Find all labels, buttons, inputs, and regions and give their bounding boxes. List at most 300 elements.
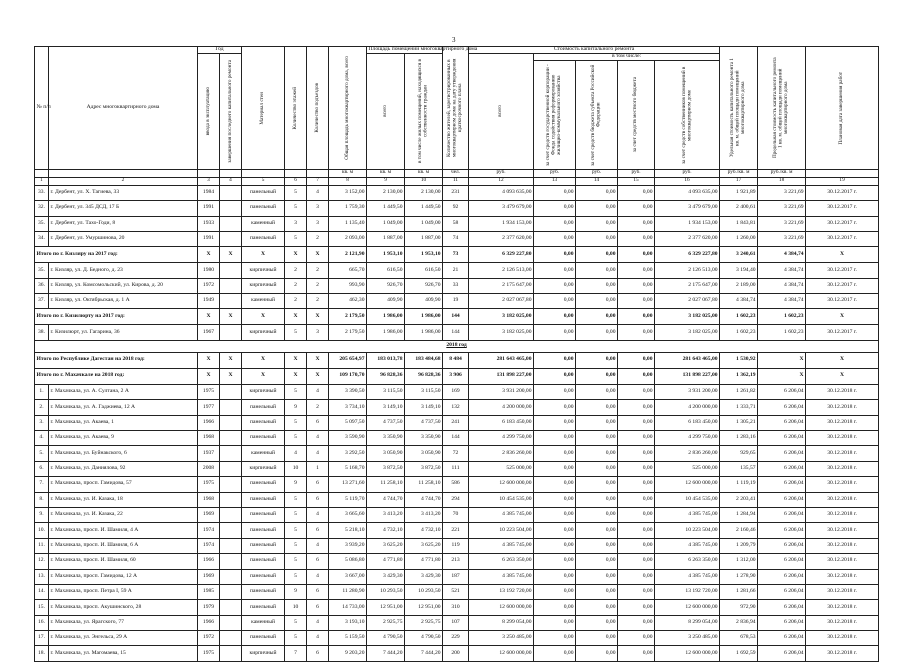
table-row <box>35 325 879 340</box>
table-cell: 1972 <box>198 278 220 293</box>
table-cell: 3 590,90 <box>329 431 367 446</box>
header-year-group: Год <box>198 47 242 54</box>
table-cell: 1 049,00 <box>367 216 405 231</box>
table-cell: 4 732,10 <box>405 523 443 538</box>
table-cell: 0,00 <box>576 216 618 231</box>
unit-cell <box>220 169 242 177</box>
table-cell: 1966 <box>198 554 220 569</box>
table-cell: 6 206,04 <box>758 523 806 538</box>
table-cell: 32. <box>35 201 49 216</box>
table-cell: каменный <box>242 294 285 309</box>
unit-cell: руб. <box>655 169 720 177</box>
table-cell: 0,00 <box>534 523 576 538</box>
table-cell: 21 <box>443 263 469 278</box>
table-cell: 30.12.2017 г. <box>806 231 879 246</box>
table-cell: 2 <box>307 278 329 293</box>
table-cell: 4 771,80 <box>405 554 443 569</box>
table-cell: 12 600 000,00 <box>655 600 720 615</box>
table-cell: 1 602,23 <box>720 325 758 340</box>
total-cell: X <box>285 368 307 384</box>
table-cell: 30.12.2017 г. <box>806 201 879 216</box>
table-cell: 0,00 <box>618 538 655 553</box>
table-cell: 5 <box>285 569 307 584</box>
table-cell: 1979 <box>198 600 220 615</box>
column-number-cell: 5 <box>242 177 285 185</box>
unit-cell <box>35 169 49 177</box>
table-cell: 2 925,75 <box>367 615 405 630</box>
table-cell: 11 258,10 <box>405 477 443 492</box>
column-number-cell: 18 <box>758 177 806 185</box>
total-cell: 0,00 <box>576 247 618 263</box>
table-cell: 5 <box>285 538 307 553</box>
table-cell: 2 <box>307 263 329 278</box>
table-cell: 3. <box>35 415 49 430</box>
table-cell: 6 <box>307 492 329 507</box>
table-cell: 1980 <box>198 263 220 278</box>
table-cell: 3 479 679,00 <box>655 201 720 216</box>
table-cell: 0,00 <box>534 185 576 200</box>
table-row <box>35 600 879 615</box>
header-premises-total: всего <box>367 53 405 169</box>
table-cell: 3 479 679,00 <box>469 201 534 216</box>
table-cell: панельный <box>242 400 285 415</box>
total-cell: X <box>242 309 285 325</box>
table-cell: 0,00 <box>618 431 655 446</box>
table-cell: 0,00 <box>618 631 655 646</box>
table-cell: 2 <box>285 278 307 293</box>
total-cell: X <box>806 352 879 368</box>
table-cell: 1969 <box>198 569 220 584</box>
table-cell <box>220 201 242 216</box>
table-cell: 1 333,71 <box>720 400 758 415</box>
table-cell: 10 223 504,00 <box>655 523 720 538</box>
table-row <box>35 615 879 630</box>
table-cell: 5 <box>285 231 307 246</box>
table-cell: 0,00 <box>618 185 655 200</box>
total-cell: X <box>285 352 307 368</box>
table-cell: кирпичный <box>242 384 285 399</box>
table-cell <box>220 477 242 492</box>
table-cell: 0,00 <box>534 263 576 278</box>
table-cell: 0,00 <box>576 201 618 216</box>
column-number-cell: 13 <box>534 177 576 185</box>
table-cell: г. Махачкала, ул. А. Гаджиева, 12 А <box>49 400 198 415</box>
table-cell: 30.12.2017 г. <box>806 294 879 309</box>
table-cell <box>220 231 242 246</box>
table-cell: 0,00 <box>534 631 576 646</box>
table-cell: 926,70 <box>367 278 405 293</box>
table-cell: 0,00 <box>576 631 618 646</box>
table-cell: 5 <box>285 523 307 538</box>
table-cell: 0,00 <box>534 216 576 231</box>
table-cell: 2 093,00 <box>329 231 367 246</box>
table-cell: 8. <box>35 492 49 507</box>
table-cell: 6 <box>307 554 329 569</box>
total-cell: 144 <box>443 309 469 325</box>
table-cell: 0,00 <box>534 461 576 476</box>
total-cell: 8 484 <box>443 352 469 368</box>
table-cell: 30.12.2018 г. <box>806 461 879 476</box>
total-cell: X <box>307 352 329 368</box>
table-cell: 0,00 <box>534 569 576 584</box>
total-cell: X <box>307 309 329 325</box>
table-cell: 33 <box>443 278 469 293</box>
table-cell <box>220 325 242 340</box>
table-row <box>35 201 879 216</box>
header-floors: Количество этажей <box>285 47 307 170</box>
total-cell: 131 898 227,00 <box>469 368 534 384</box>
header-cost-fund: за счет средств государственной корпорации - Фонда содействия реформированию жилищно-коммунального хозяйства <box>534 60 576 169</box>
table-cell: 2 027 067,80 <box>655 294 720 309</box>
column-number-cell: 10 <box>405 177 443 185</box>
table-cell: 14 733,00 <box>329 600 367 615</box>
total-cell: X <box>806 309 879 325</box>
table-cell: 1969 <box>198 507 220 522</box>
table-cell: 5 159,50 <box>329 631 367 646</box>
total-cell: 96 828,36 <box>367 368 405 384</box>
total-cell: 281 643 465,00 <box>655 352 720 368</box>
table-cell: 2 836 260,00 <box>469 446 534 461</box>
total-cell: 1 986,00 <box>367 309 405 325</box>
table-cell: 0,00 <box>576 278 618 293</box>
table-cell: 0,00 <box>618 278 655 293</box>
table-cell: 4 384,74 <box>758 294 806 309</box>
table-cell: 3 221,69 <box>758 216 806 231</box>
section-header-row <box>35 340 879 352</box>
table-cell: 0,00 <box>618 216 655 231</box>
total-cell: X <box>220 309 242 325</box>
table-cell: 1 759,30 <box>329 201 367 216</box>
table-row <box>35 415 879 430</box>
table-row <box>35 185 879 200</box>
table-cell: 926,70 <box>405 278 443 293</box>
total-cell: 281 643 465,00 <box>469 352 534 368</box>
total-cell: X <box>242 352 285 368</box>
table-cell <box>220 446 242 461</box>
table-cell: 1 312,00 <box>720 554 758 569</box>
table-cell: 0,00 <box>534 477 576 492</box>
table-cell: кирпичный <box>242 646 285 661</box>
table-cell: 132 <box>443 400 469 415</box>
table-cell: 3 931 200,00 <box>655 384 720 399</box>
table-cell: 6 206,04 <box>758 415 806 430</box>
total-cell: 73 <box>443 247 469 263</box>
table-cell: 5 086,80 <box>329 554 367 569</box>
table-cell: 4 299 750,00 <box>469 431 534 446</box>
table-cell: 5 <box>285 431 307 446</box>
total-row <box>35 247 879 263</box>
table-cell: 3 413,20 <box>367 507 405 522</box>
table-cell: панельный <box>242 201 285 216</box>
header-unit-cost: Удельная стоимость капитального ремонта 1 кв. м. общей площади помещений многоквартирного дома <box>720 47 758 170</box>
table-cell: 678,53 <box>720 631 758 646</box>
table-cell: 6. <box>35 461 49 476</box>
table-cell: панельный <box>242 415 285 430</box>
total-cell: X <box>806 368 879 384</box>
table-cell: 18. <box>35 646 49 661</box>
total-cell: 1 953,10 <box>405 247 443 263</box>
total-cell: 0,00 <box>534 352 576 368</box>
table-cell: 1 281,66 <box>720 584 758 599</box>
table-cell: 10 293,50 <box>405 584 443 599</box>
table-cell: г. Махачкала, просп. Гамидова, 12 А <box>49 569 198 584</box>
table-cell: 11 280,90 <box>329 584 367 599</box>
table-cell: 4 093 635,00 <box>469 185 534 200</box>
table-cell: 1975 <box>198 646 220 661</box>
table-cell: 0,00 <box>618 554 655 569</box>
register-body <box>35 185 879 661</box>
table-cell: 3 350,90 <box>405 431 443 446</box>
table-row <box>35 492 879 507</box>
table-cell: 0,00 <box>618 400 655 415</box>
table-cell: панельный <box>242 631 285 646</box>
table-cell: 4 744,70 <box>367 492 405 507</box>
table-cell: 3 182 025,00 <box>469 325 534 340</box>
table-cell: 0,00 <box>576 231 618 246</box>
table-cell <box>220 263 242 278</box>
table-cell <box>220 294 242 309</box>
table-cell: 1 209,79 <box>720 538 758 553</box>
table-cell: 4 790,50 <box>367 631 405 646</box>
total-cell: 0,00 <box>618 352 655 368</box>
total-row <box>35 368 879 384</box>
table-cell: 3 292,50 <box>329 446 367 461</box>
total-cell: 3 240,61 <box>720 247 758 263</box>
table-cell: 0,00 <box>576 446 618 461</box>
unit-cell <box>307 169 329 177</box>
table-cell: 586 <box>443 477 469 492</box>
table-cell: каменный <box>242 615 285 630</box>
table-cell: 525 000,00 <box>469 461 534 476</box>
table-cell: 1 278,90 <box>720 569 758 584</box>
table-cell: г. Махачкала, просп. Акушинского, 28 <box>49 600 198 615</box>
table-cell: 0,00 <box>618 384 655 399</box>
table-cell: г. Махачкала, просп. И. Шамиля, 6 А <box>49 538 198 553</box>
total-cell: 6 329 227,80 <box>655 247 720 263</box>
total-cell: 1 953,10 <box>367 247 405 263</box>
table-cell: 0,00 <box>618 600 655 615</box>
table-cell: 5. <box>35 446 49 461</box>
table-cell: 6 206,04 <box>758 492 806 507</box>
table-cell: 0,00 <box>576 554 618 569</box>
table-cell: 2 400,61 <box>720 201 758 216</box>
table-cell: 0,00 <box>576 584 618 599</box>
table-cell: панельный <box>242 507 285 522</box>
table-cell: 1 260,00 <box>720 231 758 246</box>
unit-cell: руб./кв. м <box>758 169 806 177</box>
table-cell: 6 <box>307 477 329 492</box>
total-cell: X <box>307 368 329 384</box>
table-cell: 4 385 745,00 <box>655 538 720 553</box>
table-cell: г. Дербент, ул. Умуршинова, 20 <box>49 231 198 246</box>
table-cell: 1977 <box>198 400 220 415</box>
table-cell: 6 <box>307 523 329 538</box>
units-row <box>35 169 879 177</box>
table-cell: 6 206,04 <box>758 446 806 461</box>
table-cell: 30.12.2018 г. <box>806 538 879 553</box>
table-cell: каменный <box>242 216 285 231</box>
table-cell: панельный <box>242 431 285 446</box>
total-cell: X <box>758 352 806 368</box>
table-cell: 34. <box>35 231 49 246</box>
table-cell: г. Махачкала, ул. Буйнакского, 6 <box>49 446 198 461</box>
table-cell: 5 <box>285 384 307 399</box>
table-row <box>35 263 879 278</box>
table-cell: 972,90 <box>720 600 758 615</box>
table-cell: 3 221,69 <box>758 201 806 216</box>
table-cell: 144 <box>443 325 469 340</box>
table-cell: 0,00 <box>534 538 576 553</box>
table-cell: 1933 <box>198 216 220 231</box>
table-cell: 4 <box>285 446 307 461</box>
table-cell: 58 <box>443 216 469 231</box>
table-cell: панельный <box>242 584 285 599</box>
table-cell: 4 385 745,00 <box>469 507 534 522</box>
column-number-cell: 17 <box>720 177 758 185</box>
table-cell: 1937 <box>198 446 220 461</box>
table-cell: 409,90 <box>405 294 443 309</box>
table-cell: 9 203,20 <box>329 646 367 661</box>
table-cell: 0,00 <box>618 569 655 584</box>
table-cell: 0,00 <box>618 507 655 522</box>
table-cell: 5 119,70 <box>329 492 367 507</box>
table-cell: 74 <box>443 231 469 246</box>
header-plan-date: Плановая дата завершения работ <box>806 47 879 170</box>
page-number: 3 <box>452 36 456 44</box>
table-cell: 0,00 <box>534 646 576 661</box>
table-cell: 3 182 025,00 <box>655 325 720 340</box>
table-cell: 3 625,20 <box>405 538 443 553</box>
table-cell: панельный <box>242 600 285 615</box>
table-cell: 8 299 054,00 <box>469 615 534 630</box>
table-cell: 3 390,50 <box>329 384 367 399</box>
total-label: Итого по г. Кизляру на 2017 год: <box>35 247 198 263</box>
table-cell: 1974 <box>198 523 220 538</box>
column-number-cell: 8 <box>329 177 367 185</box>
total-label: Итого по Республике Дагестан на 2018 год: <box>35 352 198 368</box>
table-cell: 1968 <box>198 431 220 446</box>
table-cell: 30.12.2018 г. <box>806 615 879 630</box>
table-cell: 30.12.2018 г. <box>806 492 879 507</box>
table-cell: 3 050,90 <box>405 446 443 461</box>
table-cell: 2 <box>307 294 329 309</box>
column-number-cell: 4 <box>220 177 242 185</box>
header-year-last-repair: завершения последнего капитального ремонта <box>220 53 242 169</box>
total-cell: 2 179,50 <box>329 309 367 325</box>
total-cell: X <box>220 247 242 263</box>
column-number-cell: 7 <box>307 177 329 185</box>
table-cell: 2 175 647,00 <box>469 278 534 293</box>
table-cell: 5 <box>285 201 307 216</box>
header-total-area: Общая площадь многоквартирного дома, всего <box>329 47 367 170</box>
table-cell: 0,00 <box>576 400 618 415</box>
table-cell: 0,00 <box>534 507 576 522</box>
table-cell: 4 <box>307 431 329 446</box>
total-cell: X <box>285 309 307 325</box>
table-cell: 5 218,10 <box>329 523 367 538</box>
table-cell <box>220 523 242 538</box>
table-cell: 310 <box>443 600 469 615</box>
table-cell: 1 887,00 <box>405 231 443 246</box>
table-cell: 6 263 350,00 <box>655 554 720 569</box>
table-cell: 0,00 <box>618 201 655 216</box>
table-cell: 1991 <box>198 231 220 246</box>
table-cell: 0,00 <box>618 492 655 507</box>
table-cell: 30.12.2017 г. <box>806 278 879 293</box>
table-cell: 9 <box>285 400 307 415</box>
column-numbers-row <box>35 177 879 185</box>
table-cell: 4 <box>307 538 329 553</box>
table-cell: 2 <box>285 263 307 278</box>
table-cell: 4 <box>307 446 329 461</box>
table-cell: 2 <box>285 294 307 309</box>
total-cell: 0,00 <box>576 309 618 325</box>
total-cell: X <box>758 368 806 384</box>
table-cell <box>220 554 242 569</box>
table-cell <box>220 538 242 553</box>
table-cell: 0,00 <box>576 523 618 538</box>
table-cell <box>220 216 242 231</box>
table-cell: 4 093 635,00 <box>655 185 720 200</box>
table-cell: 0,00 <box>534 231 576 246</box>
total-cell: X <box>220 368 242 384</box>
table-cell: 2 836,94 <box>720 615 758 630</box>
table-cell: 6 <box>307 584 329 599</box>
table-cell: 1968 <box>198 492 220 507</box>
unit-cell: руб./кв. м <box>720 169 758 177</box>
table-cell: 12 600 000,00 <box>655 477 720 492</box>
table-cell: 1 887,00 <box>367 231 405 246</box>
table-cell: 1975 <box>198 384 220 399</box>
total-cell: 3 906 <box>443 368 469 384</box>
table-cell: 6 206,04 <box>758 631 806 646</box>
total-cell: X <box>242 368 285 384</box>
table-cell: 1966 <box>198 415 220 430</box>
table-cell: 1 843,81 <box>720 216 758 231</box>
table-cell: 30.12.2018 г. <box>806 384 879 399</box>
table-cell: 30.12.2018 г. <box>806 600 879 615</box>
table-cell: 1 284,94 <box>720 507 758 522</box>
table-cell: 12 600 000,00 <box>469 477 534 492</box>
table-cell: 6 206,04 <box>758 400 806 415</box>
table-cell: панельный <box>242 492 285 507</box>
table-cell: кирпичный <box>242 461 285 476</box>
table-row <box>35 400 879 415</box>
table-cell: панельный <box>242 185 285 200</box>
table-cell: 30.12.2017 г. <box>806 216 879 231</box>
table-row <box>35 538 879 553</box>
total-cell: 0,00 <box>534 368 576 384</box>
table-cell: 0,00 <box>534 294 576 309</box>
table-cell: 5 097,50 <box>329 415 367 430</box>
table-cell: 0,00 <box>534 384 576 399</box>
table-cell: 0,00 <box>618 263 655 278</box>
table-cell: 0,00 <box>618 646 655 661</box>
table-cell: г. Махачкала, ул. И. Казака, 18 <box>49 492 198 507</box>
header-residents: Количество жителей, зарегистрированных в многоквартирном доме на дату утверждения краткосрочного плана <box>443 47 469 170</box>
header-cost-group: Стоимость капитального ремонта <box>469 47 720 54</box>
table-cell <box>220 461 242 476</box>
total-label: Итого по г. Кизилюрту на 2017 год: <box>35 309 198 325</box>
total-row <box>35 352 879 368</box>
column-number-cell: 12 <box>469 177 534 185</box>
table-cell: 5 <box>285 507 307 522</box>
table-cell: 4 200 000,00 <box>469 400 534 415</box>
table-cell: 30.12.2018 г. <box>806 631 879 646</box>
table-cell: 3 429,30 <box>405 569 443 584</box>
table-cell: 1967 <box>198 325 220 340</box>
table-cell: г. Махачкала, ул. И. Казака, 22 <box>49 507 198 522</box>
